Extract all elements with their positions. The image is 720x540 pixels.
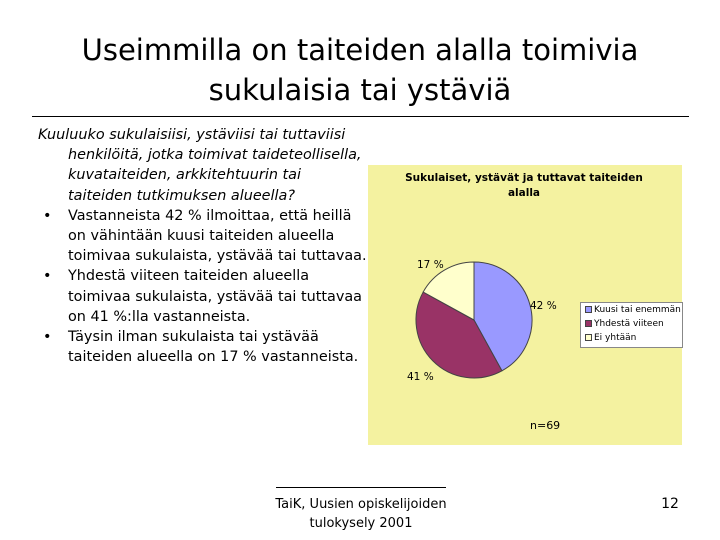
legend-item — [581, 317, 682, 331]
slice-label-kuusi-tai-enemman: 42 % — [530, 300, 557, 312]
legend-swatch — [585, 320, 592, 327]
footer-line-1: TaiK, Uusien opiskelijoiden — [275, 497, 447, 512]
slide-title-line-1: Useimmilla on taiteiden alalla toimivia — [81, 33, 639, 67]
page-number: 12 — [661, 496, 679, 512]
slice-label-ei-yhtaan: 17 % — [417, 259, 444, 271]
legend-label: Ei yhtään — [594, 333, 637, 343]
chart-legend — [580, 302, 683, 348]
footer-divider — [276, 487, 446, 488]
bullet-text: Vastanneista 42 % ilmoittaa, että heillä on vähintään kuusi taiteiden alueella toimivaa sukulaista, ystävää tai tuttavaa. — [68, 207, 367, 265]
bullet-dot-icon: • — [43, 268, 52, 285]
bullet-text: Täysin ilman sukulaista tai ystävää taiteiden alueella on 17 % vastanneista. — [68, 329, 359, 366]
slice-label-yhdesta-viiteen: 41 % — [407, 371, 434, 383]
legend-label: Yhdestä viiteen — [594, 319, 664, 329]
intro-question: Kuuluuko sukulaisiisi, ystäviisi tai tuttaviisi henkilöitä, jotka toimivat taideteollisella, kuvataiteiden, arkkitehtuurin tai taiteiden tutkimuksen alueella? — [38, 127, 362, 204]
legend-item — [581, 303, 682, 317]
footer-line-2: tulokysely 2001 — [309, 516, 413, 531]
bullet-text: Yhdestä viiteen taiteiden alueella toimivaa sukulaista, ystävää tai tuttavaa on 41 %:lla vastanneista. — [68, 268, 362, 325]
footer-source — [256, 495, 466, 533]
legend-swatch — [585, 306, 592, 313]
sample-size-note: n=69 — [530, 419, 561, 432]
legend-label: Kuusi tai enemmän — [594, 305, 681, 315]
bullet-dot-icon: • — [43, 207, 52, 224]
legend-item — [581, 331, 682, 345]
slide-title-line-2: sukulaisia tai ystäviä — [208, 73, 512, 107]
chart-title: Sukulaiset, ystävät ja tuttavat taiteiden alalla — [405, 172, 643, 199]
legend-swatch — [585, 334, 592, 341]
bullet-dot-icon: • — [43, 329, 52, 346]
